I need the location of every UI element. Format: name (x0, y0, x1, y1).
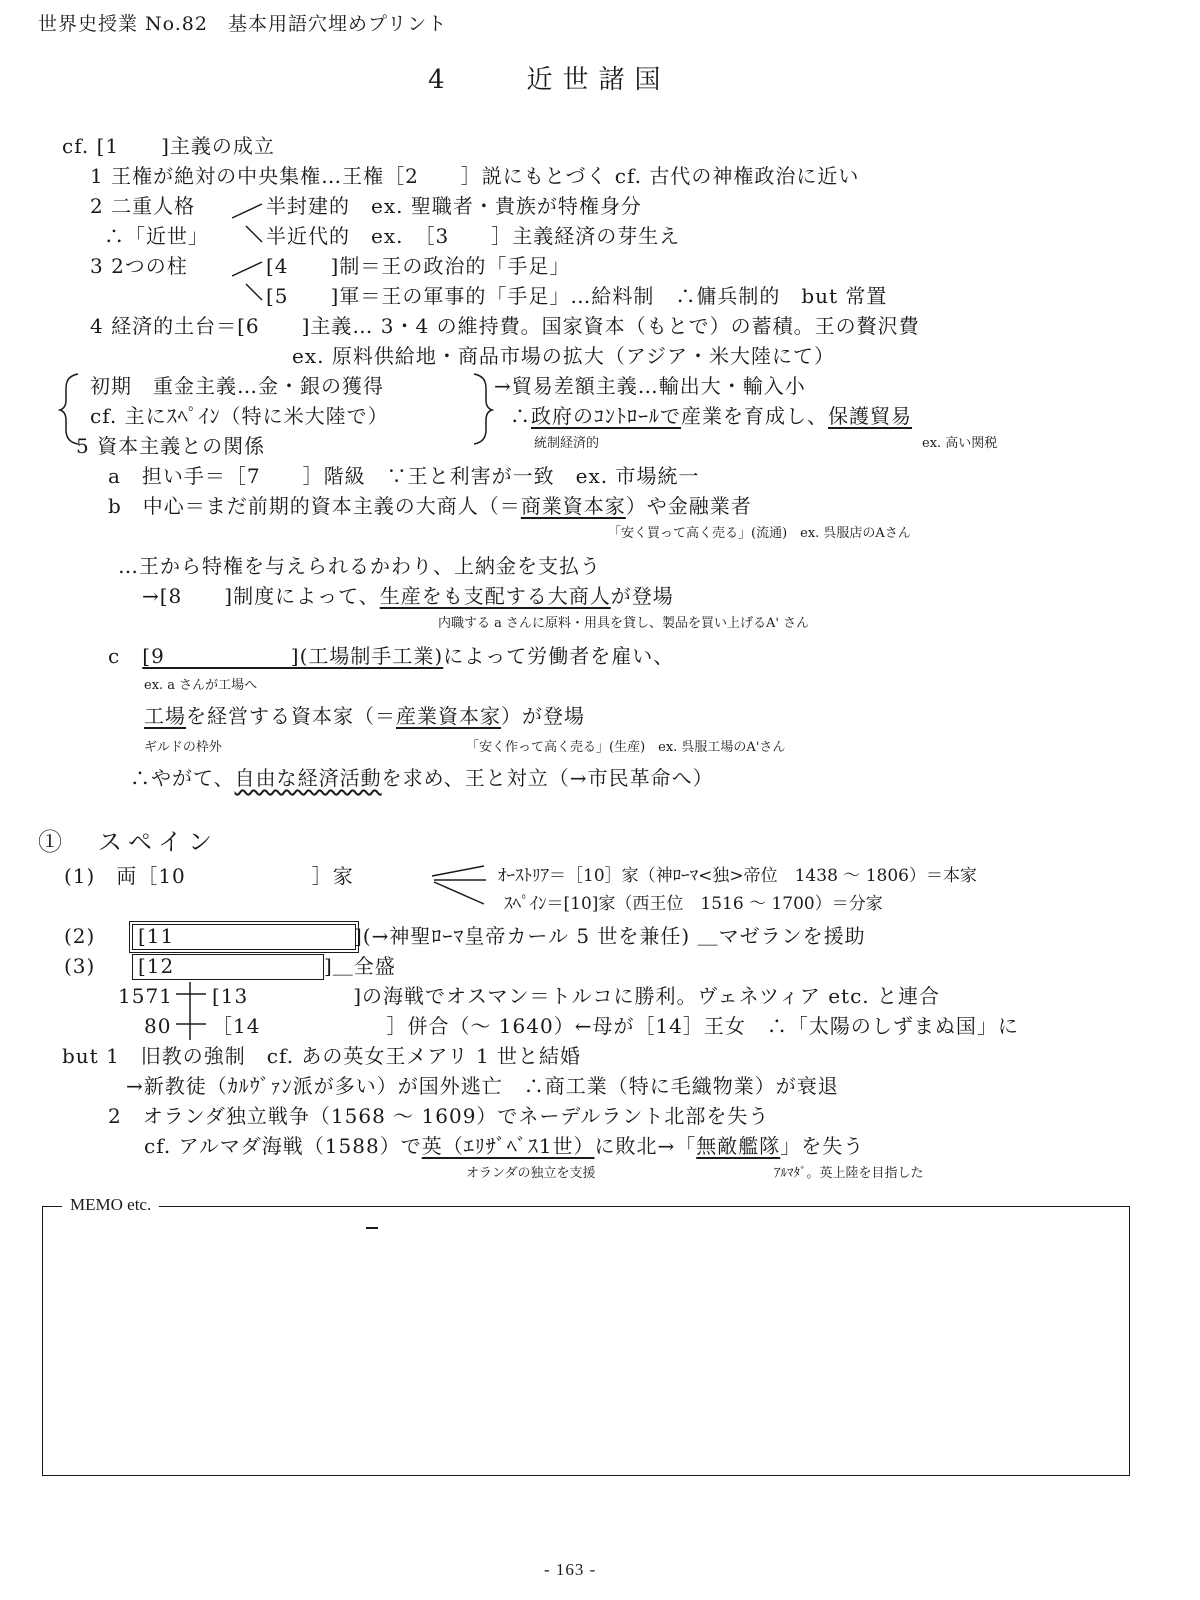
protective-trade-phrase: 保護貿易 (828, 404, 912, 428)
blank-12-label: [12 (138, 954, 175, 978)
invincible-armada: 無敵艦隊 (696, 1134, 781, 1158)
note-armada-aim: ｱﾙﾏﾀﾞ。英上陸を目指した (774, 1166, 924, 1181)
gov-control-phrase: 政府のｺﾝﾄﾛｰﾙで (531, 404, 681, 428)
worksheet-header: 世界史授業 No.82 基本用語穴埋めプリント (38, 13, 448, 35)
industrial-capitalist: 産業資本家 (396, 704, 501, 728)
england-elizabeth: 英（ｴﾘｻﾞﾍﾞｽ1世） (421, 1134, 595, 1158)
line-absolutism: cf. [1 ]主義の成立 (62, 134, 275, 158)
putting-out-prefix: →[8 ]制度によって、 (142, 584, 380, 608)
line-conflict (130, 766, 714, 790)
merchant-suffix: ）や金融業者 (625, 494, 752, 518)
note-support-dutch: オランダの独立を支援 (466, 1166, 596, 1181)
note-putting-out: 内職する a さんに原料・用具を貸し、製品を買い上げるA' さん (438, 616, 810, 631)
merchant-prefix: b 中心＝まだ前期的資本主義の大商人（＝ (108, 494, 521, 518)
line-bureaucracy: [4 ]制＝王の政治的「手足」 (266, 254, 571, 278)
line-protectionism (510, 404, 912, 428)
line-putting-out (142, 584, 674, 608)
line-portugal-annex: ［14 ］併合（～ 1640）←母が［14］王女 ∴「太陽のしずまぬ国」に (212, 1014, 1019, 1038)
line-manufacture (108, 644, 674, 668)
production-merchant: 生産をも支配する大商人 (379, 584, 611, 608)
line-standing-army: [5 ]軍＝王の軍事的「手足」…給料制 ∴傭兵制的 but 常置 (266, 284, 888, 308)
line-two-pillars: 3 2つの柱 (90, 254, 188, 278)
line-catholic-forcing: but 1 旧教の強制 cf. あの英女王メアリ 1 世と結婚 (62, 1044, 582, 1068)
blank-11-label: [11 (138, 924, 175, 948)
free-economy: 自由な経済活動 (234, 766, 382, 790)
manufacture-marker: c (108, 644, 121, 668)
year-1571: 1571 (118, 984, 173, 1008)
line-economic-base: 4 経済的土台＝[6 ]主義… 3・4 の維持費。国家資本（もとで）の蓄積。王の贅沢費 (90, 314, 920, 338)
putting-out-suffix: が登場 (610, 584, 674, 608)
line-capitalism-relation: 5 資本主義との関係 (76, 434, 266, 458)
line-trade-balance: →貿易差額主義…輸出大・輸入小 (494, 374, 806, 398)
line-industrial-capital (144, 704, 585, 728)
line-bullionism: 初期 重金主義…金・銀の獲得 (90, 374, 384, 398)
year-80: 80 (144, 1014, 172, 1038)
line-semi-feudal: 半封建的 ex. 聖職者・貴族が特権身分 (266, 194, 642, 218)
note-make-cheap: 「安く作って高く売る」(生産) ex. 呉服工場のA'さん (466, 740, 786, 755)
manufacture-suffix: によって労働者を雇い、 (443, 644, 675, 668)
industrial-prefix: を経営する資本家（＝ (186, 704, 396, 728)
line-dual-nature: 2 二重人格 (90, 194, 196, 218)
page-title: 4 近世諸国 (428, 65, 671, 95)
line-charles-v: ](→神聖ﾛｰﾏ皇帝カール 5 世を兼任) ＿マゼランを援助 (354, 924, 866, 948)
line-merchant-capital (108, 494, 752, 518)
industrial-suffix: ）が登場 (501, 704, 585, 728)
line-spain-note: cf. 主にｽﾍﾟｲﾝ（特に米大陸で） (90, 404, 389, 428)
item-3-number: (3) (64, 954, 96, 978)
armada-suffix: 」を失う (780, 1134, 865, 1158)
note-outside-guild: ギルドの枠外 (144, 740, 222, 755)
line-early-modern: ∴「近世」 (104, 224, 209, 248)
conflict-suffix: を求め、王と対立（→市民革命へ） (381, 766, 714, 790)
line-dutch-war: 2 オランダ独立戦争（1568 ～ 1609）でネーデルラント北部を失う (108, 1104, 770, 1128)
line-golden-age: ]＿全盛 (324, 954, 396, 978)
memo-box[interactable] (42, 1206, 1130, 1476)
note-high-tariff: ex. 高い関税 (922, 436, 998, 451)
section-spain-heading: ① スペイン (38, 828, 218, 856)
line-protestant-exodus: →新教徒（ｶﾙｳﾞｧﾝ派が多い）が国外逃亡 ∴商工業（特に毛織物業）が衰退 (126, 1074, 839, 1098)
armada-prefix: cf. アルマダ海戦（1588）で (144, 1134, 422, 1158)
factory-word: 工場 (144, 704, 186, 728)
armada-mid: に敗北→「 (594, 1134, 697, 1158)
conflict-prefix: ∴やがて、 (130, 766, 235, 790)
line-lepanto: [13 ]の海戦でオスマン＝トルコに勝利。ヴェネツィア etc. と連合 (212, 984, 941, 1008)
manufacture-blank: [9 ](工場制手工業) (142, 644, 444, 668)
therefore-mark: ∴ (510, 404, 531, 428)
line-habsburg: (1) 両［10 ］家 (64, 864, 354, 888)
line-semi-modern: 半近代的 ex. ［3 ］主義経済の芽生え (266, 224, 681, 248)
line-austria-branch: ｵｰｽﾄﾘｱ＝［10］家（神ﾛｰﾏ<独>帝位 1438 ～ 1806）＝本家 (498, 866, 977, 886)
line-armada (144, 1134, 864, 1158)
note-controlled-economy: 統制経済的 (534, 436, 600, 451)
line-market-expansion: ex. 原料供給地・商品市場の拡大（アジア・米大陸にて） (292, 344, 836, 368)
line-privileges: …王から特権を与えられるかわり、上納金を支払う (118, 554, 601, 578)
line-divine-right: 1 王権が絶対の中央集権…王権［2 ］説にもとづく cf. 古代の神権政治に近い (90, 164, 860, 188)
industry-phrase: 産業を育成し、 (681, 404, 828, 428)
memo-label: MEMO etc. (62, 1195, 159, 1215)
note-to-factory: ex. a さんが工場へ (144, 678, 258, 693)
page-number: - 163 - (544, 1560, 597, 1579)
line-spain-branch: ｽﾍﾟｲﾝ＝[10]家（西王位 1516 ～ 1700）＝分家 (504, 894, 883, 914)
line-bearer-class: a 担い手＝［7 ］階級 ∵王と利害が一致 ex. 市場統一 (108, 464, 700, 488)
commercial-capitalist: 商業資本家 (520, 494, 626, 518)
item-2-number: (2) (64, 924, 96, 948)
note-buy-low-sell-high: 「安く買って高く売る」(流通) ex. 呉服店のAさん (608, 526, 911, 541)
